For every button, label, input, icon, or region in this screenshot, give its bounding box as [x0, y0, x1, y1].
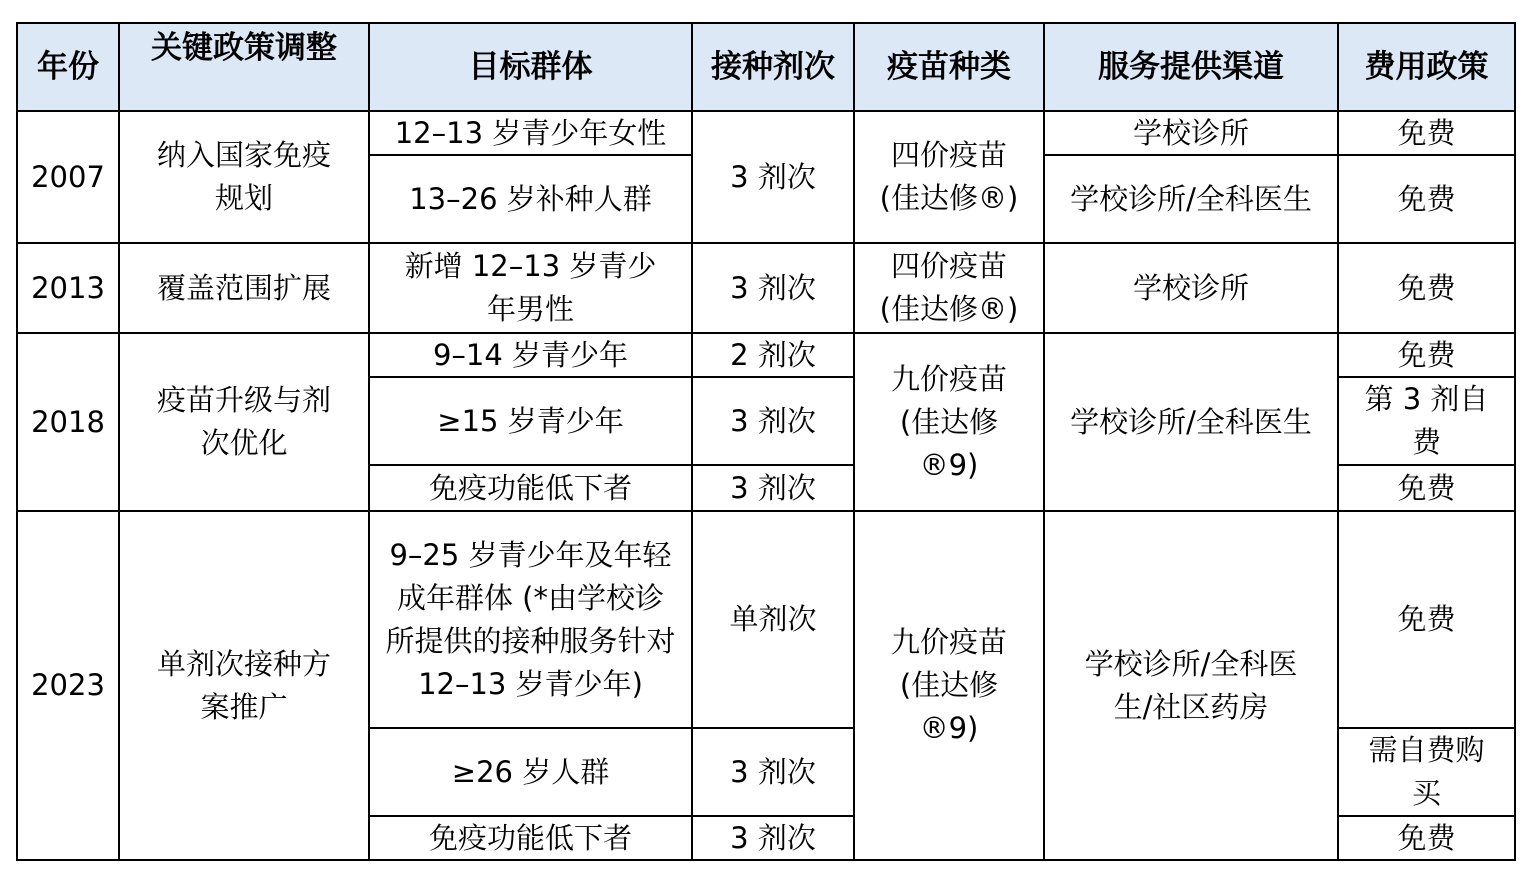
group-2023-3: 免疫功能低下者: [370, 817, 693, 861]
doses-2013: 3 剂次: [693, 244, 855, 334]
group-2018-1: 9–14 岁青少年: [370, 334, 693, 378]
doses-2023-3: 3 剂次: [693, 817, 855, 861]
channel-2023: 学校诊所/全科医生/社区药房: [1045, 512, 1339, 861]
header-year: 年份: [16, 22, 120, 112]
fee-2018-3: 免费: [1339, 466, 1516, 512]
year-2023: 2023: [16, 512, 120, 861]
header-channel: 服务提供渠道: [1045, 22, 1339, 112]
doses-2018-2: 3 剂次: [693, 378, 855, 466]
vaccine-2007: 四价疫苗(佳达修®): [855, 112, 1045, 244]
policy-2013: 覆盖范围扩展: [120, 244, 370, 334]
group-2023-2: ≥26 岁人群: [370, 729, 693, 817]
header-fee: 费用政策: [1339, 22, 1516, 112]
year-2013: 2013: [16, 244, 120, 334]
year-2007: 2007: [16, 112, 120, 244]
vaccine-2023: 九价疫苗(佳达修®9): [855, 512, 1045, 861]
group-2023-1: 9–25 岁青少年及年轻成年群体 (*由学校诊所提供的接种服务针对 12–13 岁青少年): [370, 512, 693, 729]
vaccine-2018: 九价疫苗(佳达修®9): [855, 334, 1045, 512]
group-2018-2: ≥15 岁青少年: [370, 378, 693, 466]
fee-2023-2: 需自费购买: [1339, 729, 1516, 817]
fee-2018-1: 免费: [1339, 334, 1516, 378]
policy-2007: 纳入国家免疫规划: [120, 112, 370, 244]
fee-2023-1: 免费: [1339, 512, 1516, 729]
hpv-policy-table: [16, 22, 1516, 861]
fee-2007-2: 免费: [1339, 156, 1516, 244]
fee-2023-3: 免费: [1339, 817, 1516, 861]
header-policy: 关键政策调整: [120, 22, 370, 112]
group-2007-1: 12–13 岁青少年女性: [370, 112, 693, 156]
fee-2007-1: 免费: [1339, 112, 1516, 156]
channel-2007-1: 学校诊所: [1045, 112, 1339, 156]
channel-2007-2: 学校诊所/全科医生: [1045, 156, 1339, 244]
doses-2023-1: 单剂次: [693, 512, 855, 729]
fee-2018-2: 第 3 剂自费: [1339, 378, 1516, 466]
doses-2023-2: 3 剂次: [693, 729, 855, 817]
group-2013: 新增 12–13 岁青少年男性: [370, 244, 693, 334]
doses-2018-3: 3 剂次: [693, 466, 855, 512]
header-vaccine: 疫苗种类: [855, 22, 1045, 112]
policy-2018: 疫苗升级与剂次优化: [120, 334, 370, 512]
header-doses: 接种剂次: [693, 22, 855, 112]
policy-2023: 单剂次接种方案推广: [120, 512, 370, 861]
group-2018-3: 免疫功能低下者: [370, 466, 693, 512]
header-target-group: 目标群体: [370, 22, 693, 112]
channel-2018: 学校诊所/全科医生: [1045, 334, 1339, 512]
vaccine-2013: 四价疫苗(佳达修®): [855, 244, 1045, 334]
channel-2013: 学校诊所: [1045, 244, 1339, 334]
year-2018: 2018: [16, 334, 120, 512]
group-2007-2: 13–26 岁补种人群: [370, 156, 693, 244]
doses-2018-1: 2 剂次: [693, 334, 855, 378]
fee-2013: 免费: [1339, 244, 1516, 334]
doses-2007: 3 剂次: [693, 112, 855, 244]
